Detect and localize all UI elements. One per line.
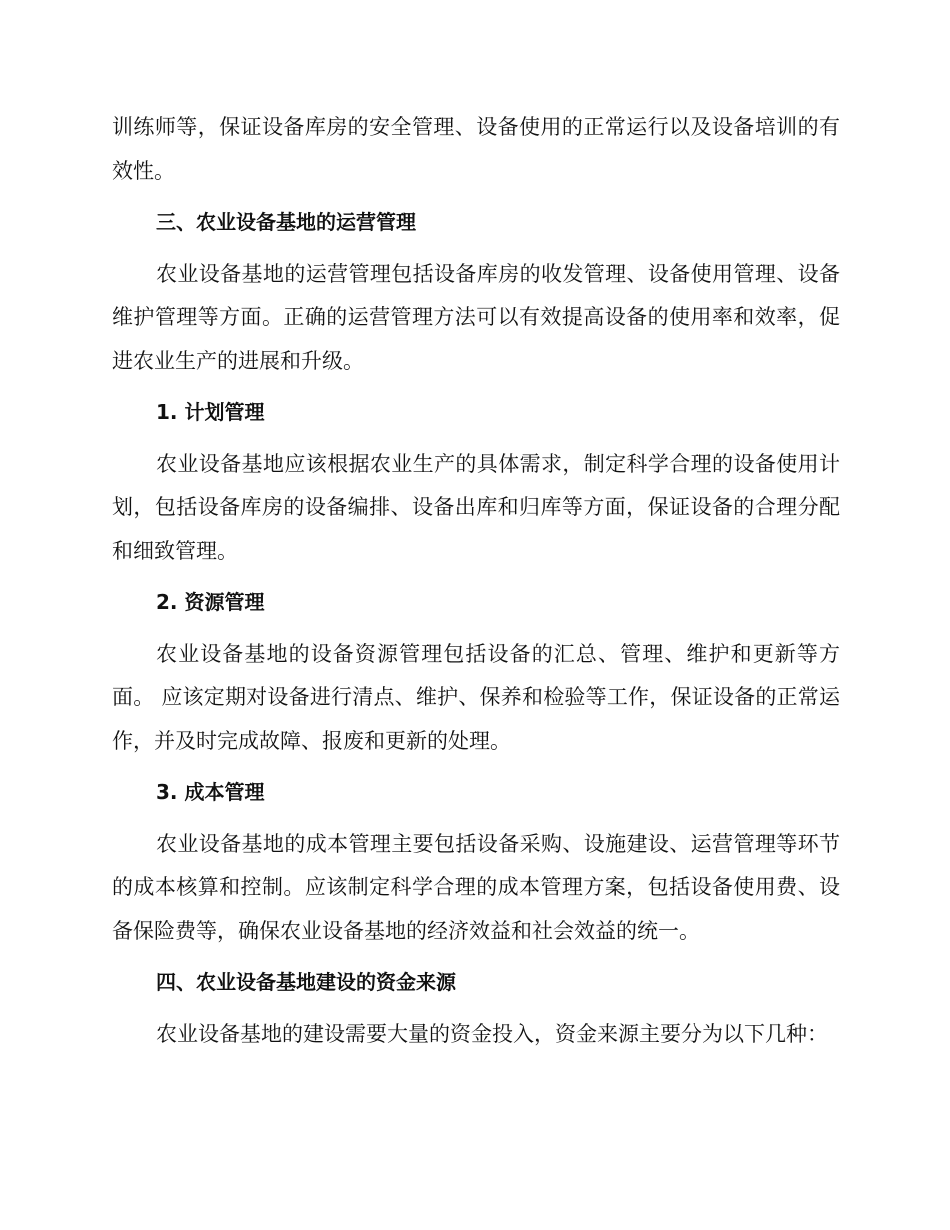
paragraph-section-4: 农业设备基地的建设需要大量的资金投入，资金来源主要分为以下几种： [156, 1021, 828, 1046]
paragraph-resource-management: 农业设备基地的设备资源管理包括设备的汇总、管理、维护和更新等方面。 应该定期对设备进行清点、维护、保养和检验等工作，保证设备的正常运作，并及时完成故障、报废和更新的处理。 [112, 641, 840, 753]
paragraph-cost-management: 农业设备基地的成本管理主要包括设备采购、设施建设、运营管理等环节的成本核算和控制。应该制定科学合理的成本管理方案，包括设备使用费、设备保险费等，确保农业设备基地的经济效益和社会效益的统一。 [112, 831, 840, 943]
heading-plan-management: 1. 计划管理 [156, 400, 265, 424]
document-page [112, 106, 840, 1056]
paragraph-section-3: 农业设备基地的运营管理包括设备库房的收发管理、设备使用管理、设备维护管理等方面。正确的运营管理方法可以有效提高设备的使用率和效率，促进农业生产的进展和升级。 [112, 261, 840, 373]
heading-section-3: 三、农业设备基地的运营管理 [156, 210, 416, 234]
paragraph-intro: 训练师等，保证设备库房的安全管理、设备使用的正常运行以及设备培训的有效性。 [112, 115, 840, 183]
heading-section-4: 四、农业设备基地建设的资金来源 [156, 970, 456, 994]
heading-resource-management: 2. 资源管理 [156, 590, 265, 614]
paragraph-plan-management: 农业设备基地应该根据农业生产的具体需求，制定科学合理的设备使用计划，包括设备库房的设备编排、设备出库和归库等方面，保证设备的合理分配和细致管理。 [112, 451, 840, 563]
heading-cost-management: 3. 成本管理 [156, 780, 265, 804]
